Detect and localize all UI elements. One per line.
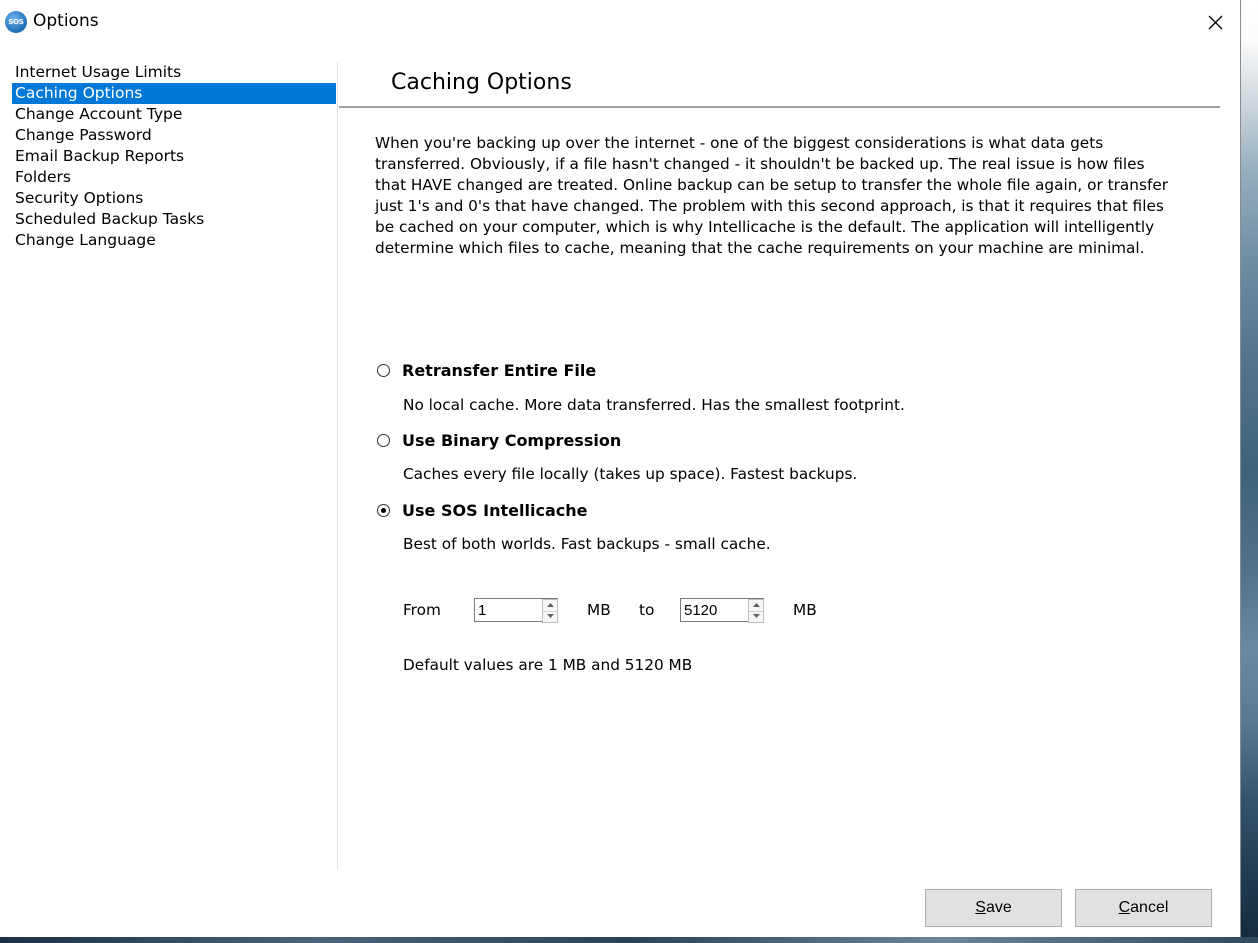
desktop-background (1240, 0, 1258, 943)
spin-up-arrow-icon (547, 603, 554, 607)
option-description: Caches every file locally (takes up space). Fastest backups. (403, 465, 858, 483)
taskbar-edge (0, 937, 1258, 943)
spin-up-arrow-icon (753, 603, 760, 607)
spin-down-arrow-icon (547, 614, 554, 618)
title-bar (0, 0, 1240, 44)
from-spin-down-button[interactable] (543, 611, 557, 622)
nav-divider (337, 62, 338, 870)
default-values-note: Default values are 1 MB and 5120 MB (403, 656, 693, 674)
option-label: Use SOS Intellicache (402, 501, 588, 520)
option-description: Best of both worlds. Fast backups - small cache. (403, 535, 771, 553)
radio-selected-dot (381, 508, 386, 513)
save-label-rest: ave (985, 899, 1012, 916)
close-button[interactable] (1196, 4, 1234, 40)
spin-down-arrow-icon (753, 614, 760, 618)
save-button[interactable] (925, 889, 1062, 927)
nav-item-change-account-type[interactable]: Change Account Type (15, 105, 183, 123)
save-label-mnemonic: S (975, 899, 986, 916)
nav-item-caching-options[interactable]: Caching Options (12, 83, 336, 104)
option-use-binary-compression[interactable] (377, 431, 622, 453)
option-retransfer-entire-file[interactable] (377, 361, 597, 383)
from-input[interactable] (476, 600, 544, 620)
cancel-label-rest: ancel (1130, 899, 1169, 916)
to-spin-down-button[interactable] (749, 611, 763, 622)
window-title: Options (33, 11, 99, 31)
nav-item-email-backup-reports[interactable]: Email Backup Reports (15, 147, 185, 165)
nav-item-folders[interactable]: Folders (15, 168, 71, 186)
caching-description: When you're backing up over the internet - one of the biggest considerations is what data gets transferred. Obviously, if a file hasn't changed - it shouldn't be backed up. The real issue is how files that HAVE changed are treated. Online backup can be setup to transfer the whole file again, or transfer just 1's and 0's that have changed. The problem with this second approach, is that it requires that files be cached on your computer, which is why Intellicache is the default. The application will intelligently determine which files to cache, meaning that the cache requirements on your machine are minimal. (375, 134, 1169, 257)
nav-item-change-password[interactable]: Change Password (15, 126, 152, 144)
to-label: to (639, 601, 655, 619)
page-title: Caching Options (391, 70, 572, 95)
radio-retransfer-entire-file[interactable] (377, 364, 390, 377)
to-spinbox (680, 598, 764, 622)
nav-item-scheduled-backup-tasks[interactable]: Scheduled Backup Tasks (15, 210, 205, 228)
nav-item-security-options[interactable]: Security Options (15, 189, 144, 207)
option-label: Use Binary Compression (402, 431, 622, 450)
sos-app-icon: SOS (5, 11, 27, 33)
from-spinbox (474, 598, 558, 622)
nav-item-change-language[interactable]: Change Language (15, 231, 156, 249)
heading-divider (339, 106, 1220, 108)
from-spin-buttons (542, 599, 558, 623)
cancel-button[interactable] (1075, 889, 1212, 927)
radio-use-sos-intellicache[interactable] (377, 504, 390, 517)
option-label: Retransfer Entire File (402, 361, 597, 380)
to-spin-buttons (748, 599, 764, 623)
nav-item-internet-usage-limits[interactable]: Internet Usage Limits (15, 63, 182, 81)
cancel-label-mnemonic: C (1118, 899, 1131, 916)
close-x-icon (1208, 15, 1223, 30)
option-description: No local cache. More data transferred. Has the smallest footprint. (403, 396, 905, 414)
from-label: From (403, 601, 441, 619)
to-unit-label: MB (793, 601, 817, 619)
option-use-sos-intellicache[interactable] (377, 501, 587, 523)
radio-use-binary-compression[interactable] (377, 434, 390, 447)
from-unit-label: MB (587, 601, 611, 619)
to-input[interactable] (682, 600, 750, 620)
options-nav-list (0, 62, 337, 251)
